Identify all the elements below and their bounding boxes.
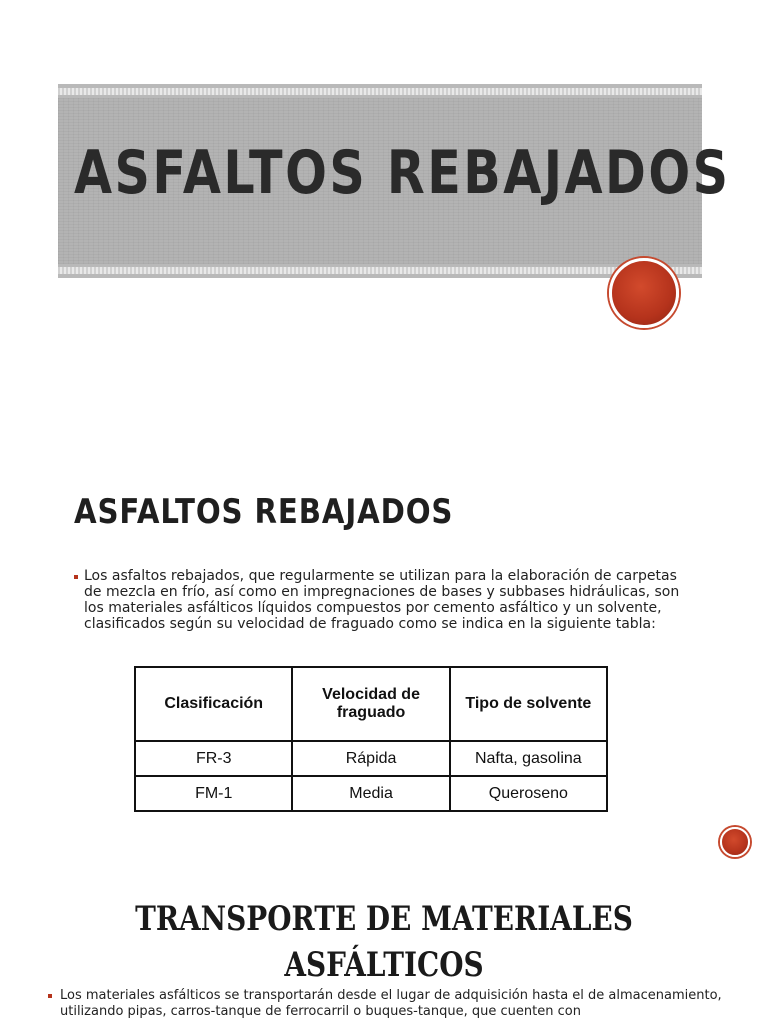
- table-header-cell: Velocidad de fraguado: [292, 667, 449, 741]
- decorative-circle-large: [609, 258, 679, 328]
- bullet-marker: [48, 994, 52, 998]
- table-header-row: [135, 667, 607, 741]
- slide1-title: ASFALTOS REBAJADOS: [74, 138, 731, 208]
- table-header-cell: Tipo de solvente: [450, 667, 607, 741]
- slide2-title: ASFALTOS REBAJADOS: [74, 492, 454, 532]
- banner-top-rule: [58, 88, 702, 95]
- table-header-cell: Clasificación: [135, 667, 292, 741]
- bullet-marker: [74, 575, 78, 579]
- title-banner: [58, 84, 731, 278]
- slide3-title-line2: ASFÁLTICOS: [284, 945, 484, 985]
- slide3-title: [0, 896, 768, 988]
- table-cell: Nafta, gasolina: [450, 741, 607, 776]
- slide2-bullet-paragraph: [74, 568, 686, 632]
- slide2-paragraph-text: Los asfaltos rebajados, que regularmente se utilizan para la elaboración de carpetas de mezcla en frío, así como en impregnaciones de bases y subbases hidráulicas, son los materiales asfálticos líquidos compuestos por cemento asfáltico y un solvente, clasificados según su velocidad de fraguado como se indica en la siguiente tabla:: [84, 568, 680, 632]
- asphalt-classification-table: [134, 666, 608, 812]
- table-cell: Queroseno: [450, 776, 607, 811]
- table-cell: Rápida: [292, 741, 449, 776]
- slide3-paragraph-text: Los materiales asfálticos se transportarán desde el lugar de adquisición hasta el de almacenamiento, utilizando pipas, carros-tanque de ferrocarril o buques-tanque, que cuenten con: [60, 988, 722, 1019]
- table-cell: Media: [292, 776, 449, 811]
- table-cell: FR-3: [135, 741, 292, 776]
- table-row: [135, 741, 607, 776]
- slide3-title-line1: TRANSPORTE DE MATERIALES: [135, 899, 633, 939]
- banner-bottom-rule: [58, 267, 702, 274]
- table-cell: FM-1: [135, 776, 292, 811]
- table-row: [135, 776, 607, 811]
- slide3-bullet-paragraph: [48, 988, 760, 1020]
- decorative-circle-small: [720, 827, 750, 857]
